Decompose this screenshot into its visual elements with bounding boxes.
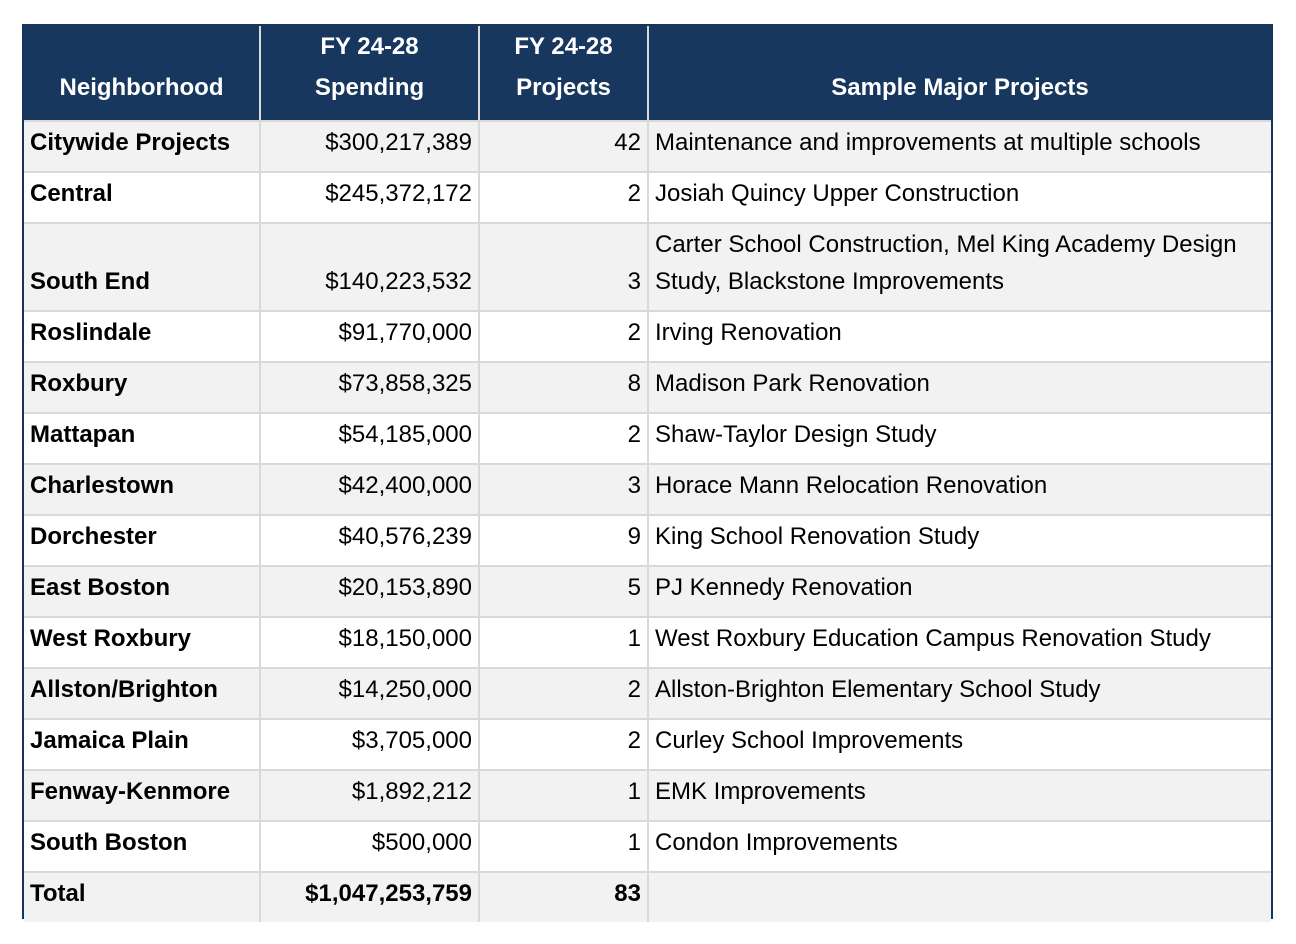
table-row [24, 515, 1271, 566]
cell-projects: 2 [479, 311, 648, 362]
table-body [24, 121, 1271, 922]
table-row [24, 311, 1271, 362]
cell-sample-projects: Carter School Construction, Mel King Academy Design Study, Blackstone Improvements [648, 223, 1271, 311]
cell-sample-projects: West Roxbury Education Campus Renovation Study [648, 617, 1271, 668]
cell-neighborhood: Roxbury [24, 362, 260, 413]
header-sample-label: Sample Major Projects [831, 74, 1089, 101]
header-spending [260, 26, 479, 121]
table-row [24, 223, 1271, 311]
cell-sample-projects: Curley School Improvements [648, 719, 1271, 770]
cell-neighborhood: Central [24, 172, 260, 223]
cell-spending: $18,150,000 [260, 617, 479, 668]
cell-spending: $54,185,000 [260, 413, 479, 464]
header-projects-line1: FY 24-28 [514, 33, 613, 60]
cell-sample-projects: Madison Park Renovation [648, 362, 1271, 413]
header-sample-projects [648, 26, 1271, 121]
cell-neighborhood: Dorchester [24, 515, 260, 566]
cell-spending: $3,705,000 [260, 719, 479, 770]
total-row [24, 872, 1271, 922]
cell-spending: $140,223,532 [260, 223, 479, 311]
cell-spending: $91,770,000 [260, 311, 479, 362]
cell-sample-projects: Condon Improvements [648, 821, 1271, 872]
cell-spending: $245,372,172 [260, 172, 479, 223]
cell-projects: 8 [479, 362, 648, 413]
table-row [24, 566, 1271, 617]
cell-neighborhood: Allston/Brighton [24, 668, 260, 719]
cell-projects: 3 [479, 223, 648, 311]
cell-sample-projects: Shaw-Taylor Design Study [648, 413, 1271, 464]
header-projects-line2: Projects [516, 74, 611, 101]
cell-neighborhood: Mattapan [24, 413, 260, 464]
capital-spending-table-container [22, 24, 1273, 919]
table-row [24, 719, 1271, 770]
total-spending: $1,047,253,759 [260, 872, 479, 922]
table-row [24, 172, 1271, 223]
cell-spending: $42,400,000 [260, 464, 479, 515]
cell-sample-projects: PJ Kennedy Renovation [648, 566, 1271, 617]
header-row [24, 26, 1271, 121]
cell-spending: $20,153,890 [260, 566, 479, 617]
cell-projects: 2 [479, 668, 648, 719]
cell-sample-projects: Josiah Quincy Upper Construction [648, 172, 1271, 223]
table-row [24, 821, 1271, 872]
cell-neighborhood: Roslindale [24, 311, 260, 362]
header-neighborhood-label: Neighborhood [59, 74, 224, 101]
cell-sample-projects: King School Renovation Study [648, 515, 1271, 566]
total-label: Total [24, 872, 260, 922]
cell-projects: 2 [479, 172, 648, 223]
cell-spending: $300,217,389 [260, 121, 479, 172]
cell-sample-projects: Irving Renovation [648, 311, 1271, 362]
cell-spending: $500,000 [260, 821, 479, 872]
cell-sample-projects: Allston-Brighton Elementary School Study [648, 668, 1271, 719]
cell-projects: 1 [479, 821, 648, 872]
cell-projects: 1 [479, 770, 648, 821]
cell-neighborhood: Fenway-Kenmore [24, 770, 260, 821]
cell-spending: $14,250,000 [260, 668, 479, 719]
table-row [24, 362, 1271, 413]
cell-neighborhood: Jamaica Plain [24, 719, 260, 770]
table-header [24, 26, 1271, 121]
cell-sample-projects: EMK Improvements [648, 770, 1271, 821]
cell-neighborhood: South Boston [24, 821, 260, 872]
total-projects: 83 [479, 872, 648, 922]
cell-projects: 1 [479, 617, 648, 668]
cell-spending: $40,576,239 [260, 515, 479, 566]
cell-sample-projects: Horace Mann Relocation Renovation [648, 464, 1271, 515]
cell-projects: 9 [479, 515, 648, 566]
table-row [24, 668, 1271, 719]
cell-neighborhood: Charlestown [24, 464, 260, 515]
cell-neighborhood: Citywide Projects [24, 121, 260, 172]
cell-spending: $1,892,212 [260, 770, 479, 821]
cell-projects: 2 [479, 413, 648, 464]
header-projects [479, 26, 648, 121]
cell-neighborhood: West Roxbury [24, 617, 260, 668]
cell-neighborhood: East Boston [24, 566, 260, 617]
table-row [24, 413, 1271, 464]
table-row [24, 121, 1271, 172]
cell-spending: $73,858,325 [260, 362, 479, 413]
table-row [24, 617, 1271, 668]
cell-neighborhood: South End [24, 223, 260, 311]
cell-projects: 42 [479, 121, 648, 172]
header-neighborhood [24, 26, 260, 121]
cell-projects: 3 [479, 464, 648, 515]
cell-projects: 5 [479, 566, 648, 617]
table-row [24, 770, 1271, 821]
total-sample [648, 872, 1271, 922]
header-spending-line1: FY 24-28 [320, 33, 419, 60]
header-spending-line2: Spending [314, 74, 425, 101]
cell-projects: 2 [479, 719, 648, 770]
cell-sample-projects: Maintenance and improvements at multiple schools [648, 121, 1271, 172]
capital-spending-table [24, 26, 1271, 922]
table-row [24, 464, 1271, 515]
